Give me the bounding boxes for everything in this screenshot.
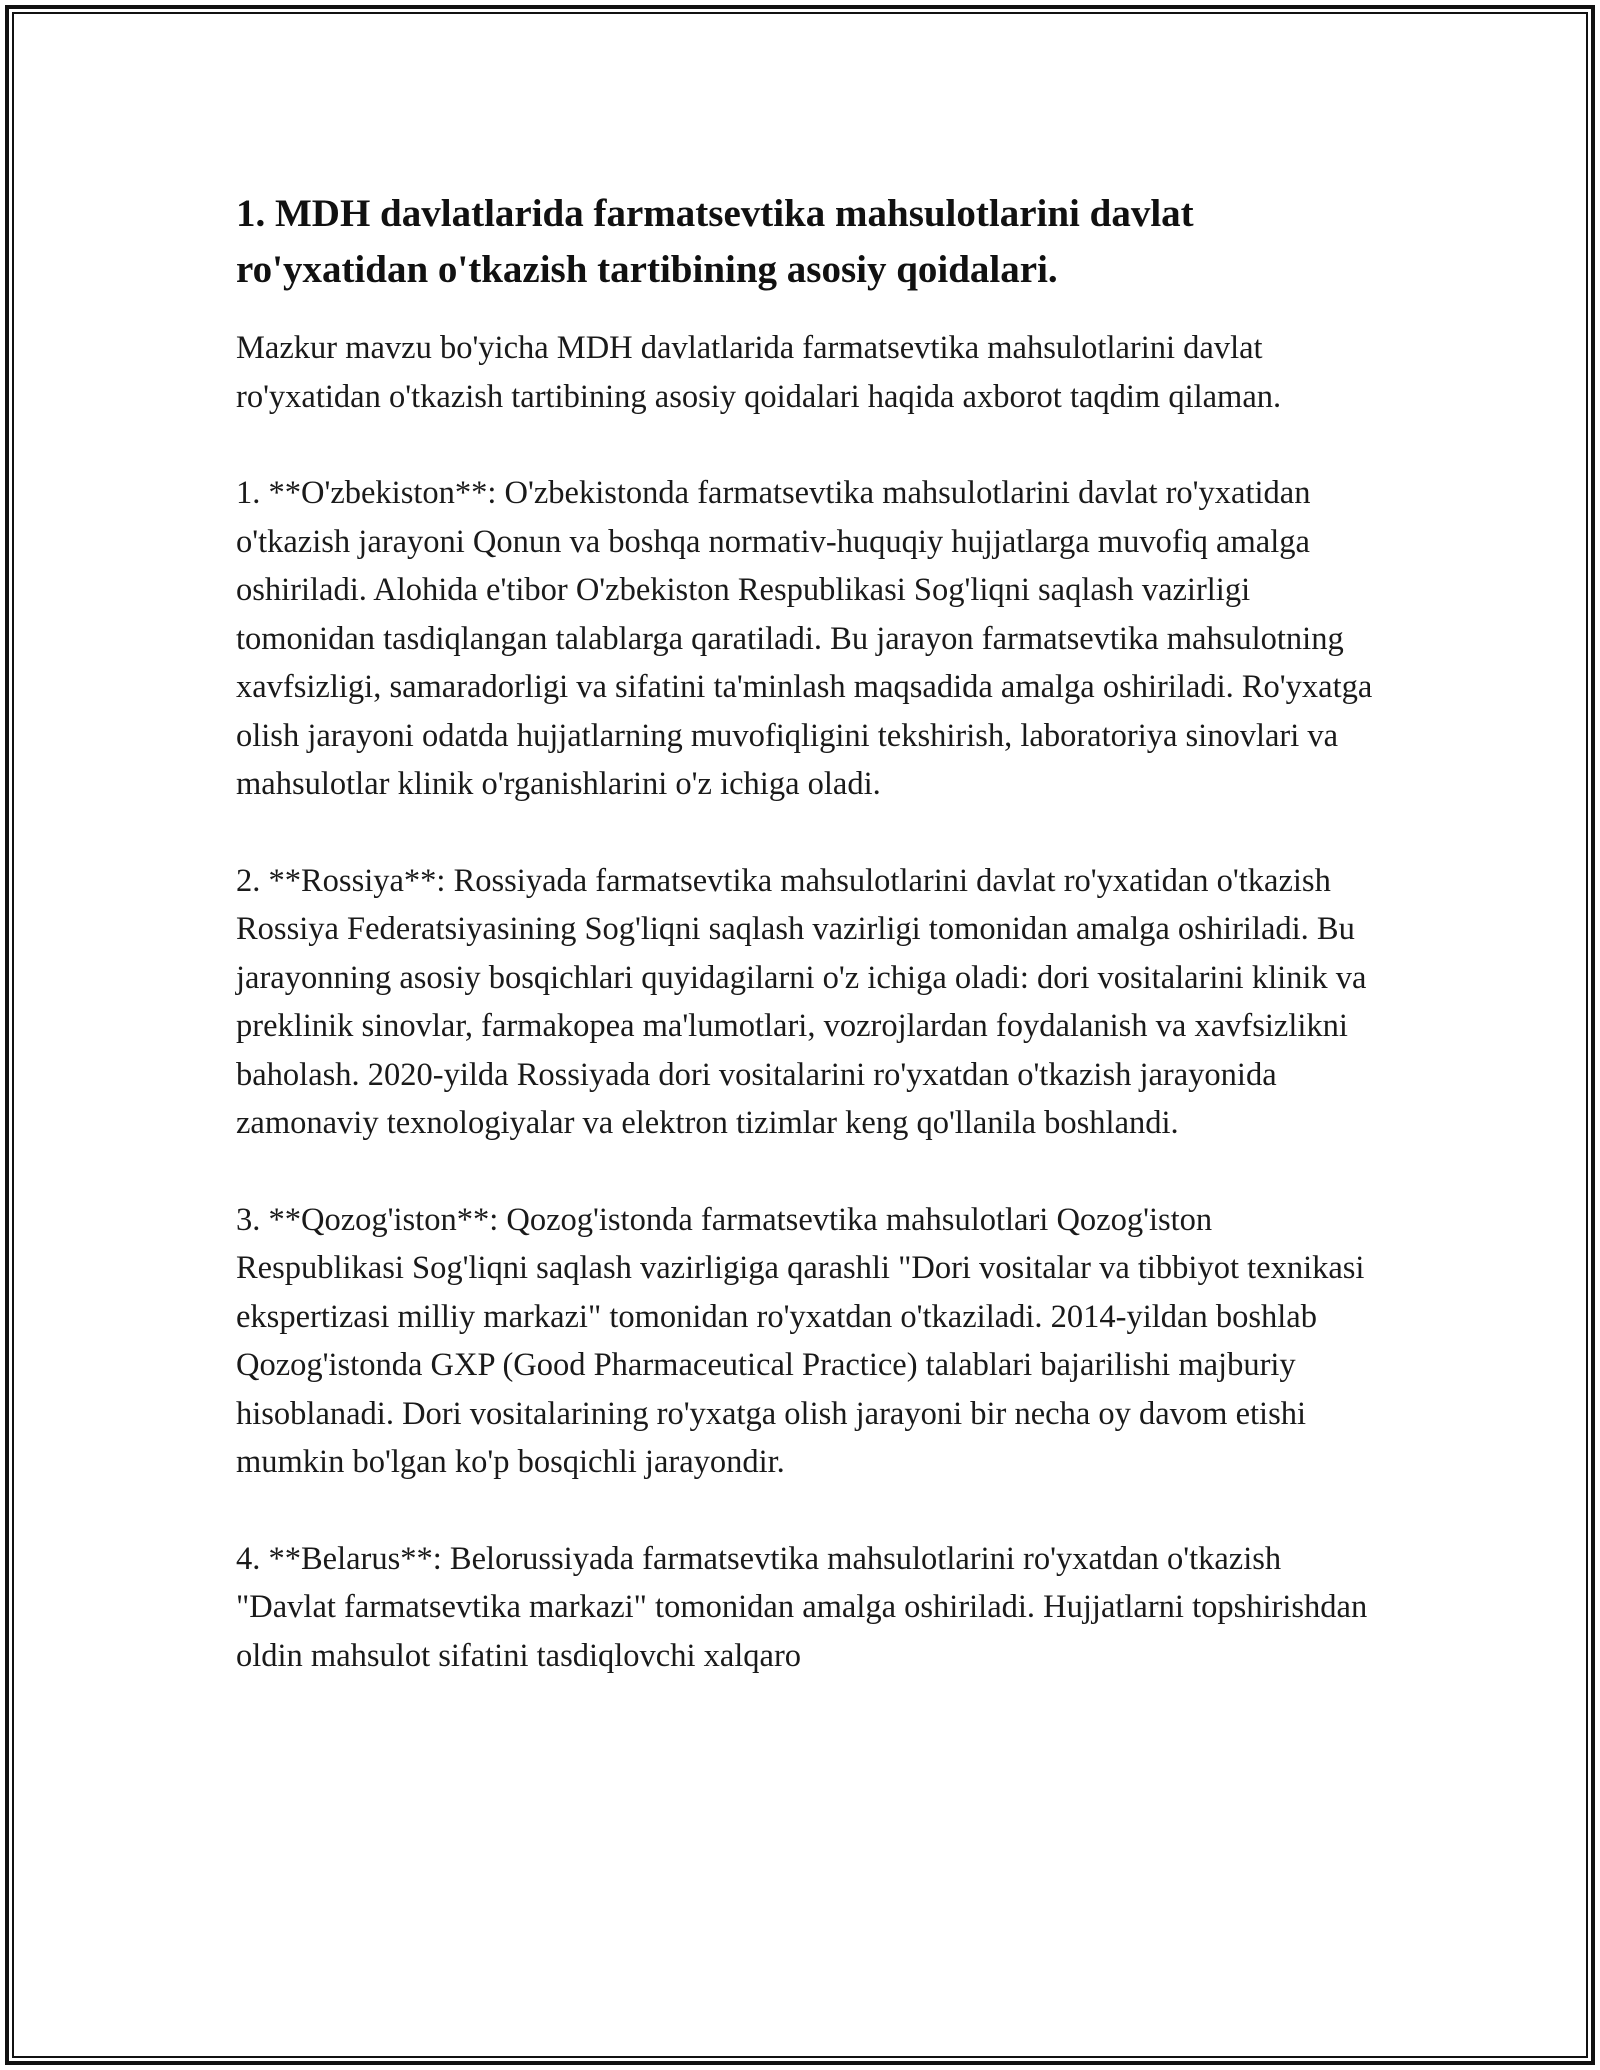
- paragraph-uzbekistan: 1. **O'zbekiston**: O'zbekistonda farmatsevtika mahsulotlarini davlat ro'yxatidan o'tkazish jarayoni Qonun va boshqa normativ-huquqiy hujjatlarga muvofiq amalga oshiriladi. Alohida e'tibor O'zbekiston Respublikasi Sog'liqni saqlash vazirligi tomonidan tasdiqlangan talablarga qaratiladi. Bu jarayon farmatsevtika mahsulotning xavfsizligi, samaradorligi va sifatini ta'minlash maqsadida amalga oshiriladi. Ro'yxatga olish jarayoni odatda hujjatlarning muvofiqligini tekshirish, laboratoriya sinovlari va mahsulotlar klinik o'rganishlarini o'z ichiga oladi.: [236, 475, 1373, 802]
- paragraph-kazakhstan: 3. **Qozog'iston**: Qozog'istonda farmatsevtika mahsulotlari Qozog'iston Respublikasi Sog'liqni saqlash vazirligiga qarashli "Dori vositalar va tibbiyot texnikasi ekspertizasi milliy markazi" tomonidan ro'yxatdan o'tkaziladi. 2014-yildan boshlab Qozog'istonda GXP (Good Pharmaceutical Practice) talablari bajarilishi majburiy hisoblanadi. Dori vositalarining ro'yxatga olish jarayoni bir necha oy davom etishi mumkin bo'lgan ko'p bosqichli jarayondir.: [236, 1201, 1365, 1480]
- intro-paragraph: Mazkur mavzu bo'yicha MDH davlatlarida farmatsevtika mahsulotlarini davlat ro'yxatidan o'tkazish tartibining asosiy qoidalari haqida axborot taqdim qilaman.: [236, 330, 1282, 415]
- document-title: 1. MDH davlatlarida farmatsevtika mahsulotlarini davlat ro'yxatidan o'tkazish tartibining asosiy qoidalari.: [236, 192, 1194, 291]
- document-page: [236, 186, 1386, 1728]
- paragraph-belarus: 4. **Belarus**: Belorussiyada farmatsevtika mahsulotlarini ro'yxatdan o'tkazish "Davlat farmatsevtika markazi" tomonidan amalga oshiriladi. Hujjatlarni topshirishdan oldin mahsulot sifatini tasdiqlovchi xalqaro: [236, 1540, 1368, 1674]
- paragraph-russia: 2. **Rossiya**: Rossiyada farmatsevtika mahsulotlarini davlat ro'yxatidan o'tkazish Rossiya Federatsiyasining Sog'liqni saqlash vazirligi tomonidan amalga oshiriladi. Bu jarayonning asosiy bosqichlari quyidagilarni o'z ichiga oladi: dori vositalarini klinik va preklinik sinovlar, farmakopea ma'lumotlari, vozrojlardan foydalanish va xavfsizlikni baholash. 2020-yilda Rossiyada dori vositalarini ro'yxatdan o'tkazish jarayonida zamonaviy texnologiyalar va elektron tizimlar keng qo'llanila boshlandi.: [236, 862, 1367, 1141]
